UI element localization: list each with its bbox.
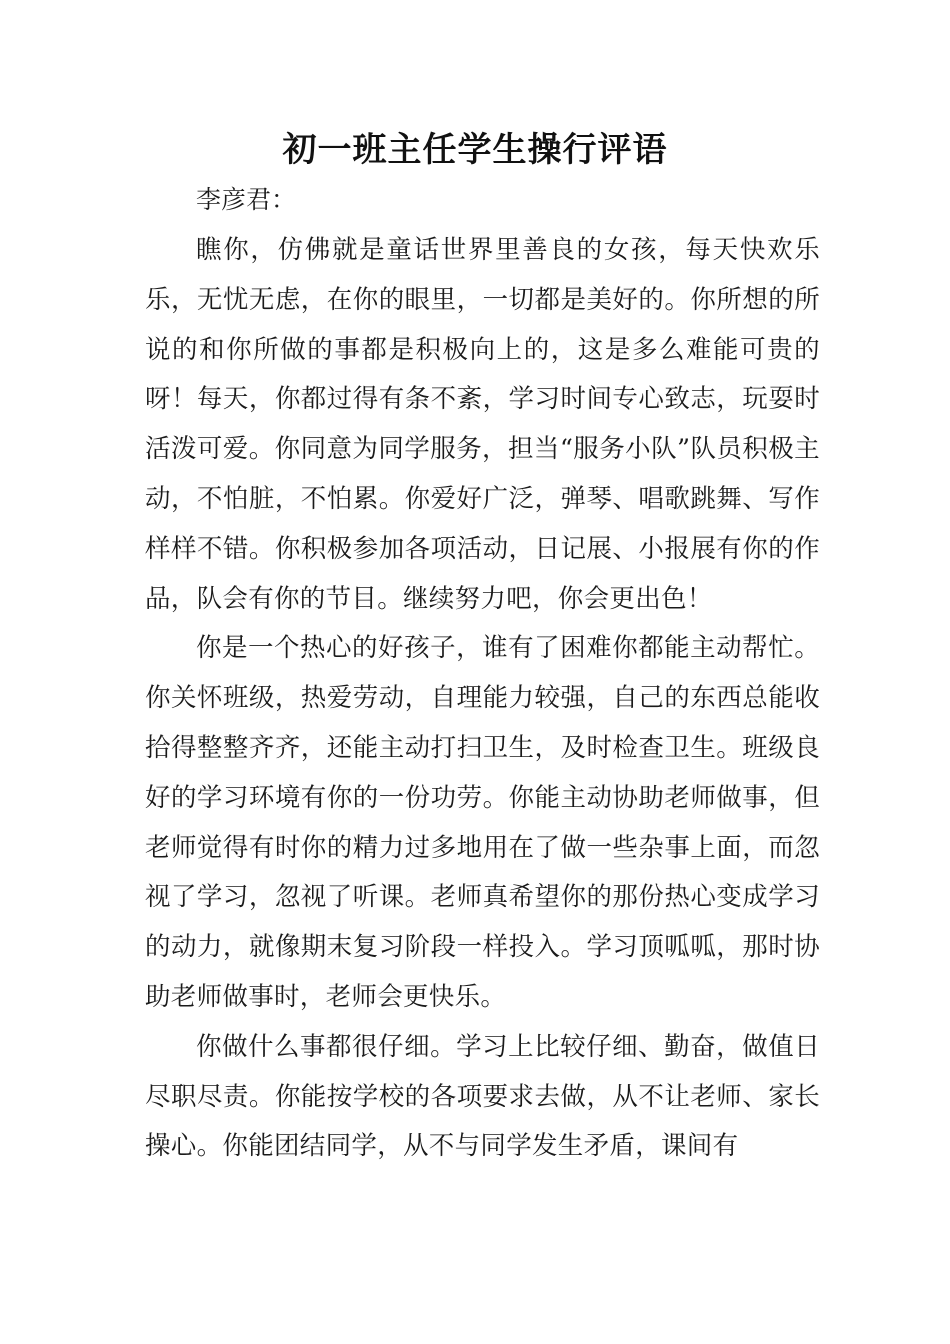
paragraph-2: 你是一个热心的好孩子，谁有了困难你都能主动帮忙。你关怀班级，热爱劳动，自理能力较强，自己的东西总能收拾得整整齐齐，还能主动打扫卫生，及时检查卫生。班级良好的学习环境有你的一份功劳。你能主动协助老师做事，但老师觉得有时你的精力过多地用在了做一些杂事上面，而忽视了学习，忽视了听课。老师真希望你的那份热心变成学习的动力，就像期末复习阶段一样投入。学习顶呱呱，那时协助老师做事时，老师会更快乐。 [145,633,820,1012]
paragraph-1: 瞧你，仿佛就是童话世界里善良的女孩，每天快欢乐乐，无忧无虑，在你的眼里，一切都是美好的。你所想的所说的和你所做的事都是积极向上的，这是多么难能可贵的呀！每天，你都过得有条不紊，学习时间专心致志，玩耍时活泼可爱。你同意为同学服务，担当“服务小队”队员积极主动，不怕脏，不怕累。你爱好广泛，弹琴、唱歌跳舞、写作样样不错。你积极参加各项活动，日记展、小报展有你的作品，队会有你的节目。继续努力吧，你会更出色！ [145,235,820,614]
document-body [145,226,820,1172]
document-title: 初一班主任学生操行评语 [282,130,668,170]
paragraph-3: 你做什么事都很仔细。学习上比较仔细、勤奋，做值日尽职尽责。你能按学校的各项要求去做，从不让老师、家长操心。你能团结同学，从不与同学发生矛盾，课间有 [145,1031,820,1162]
salutation: 李彦君： [196,185,297,214]
